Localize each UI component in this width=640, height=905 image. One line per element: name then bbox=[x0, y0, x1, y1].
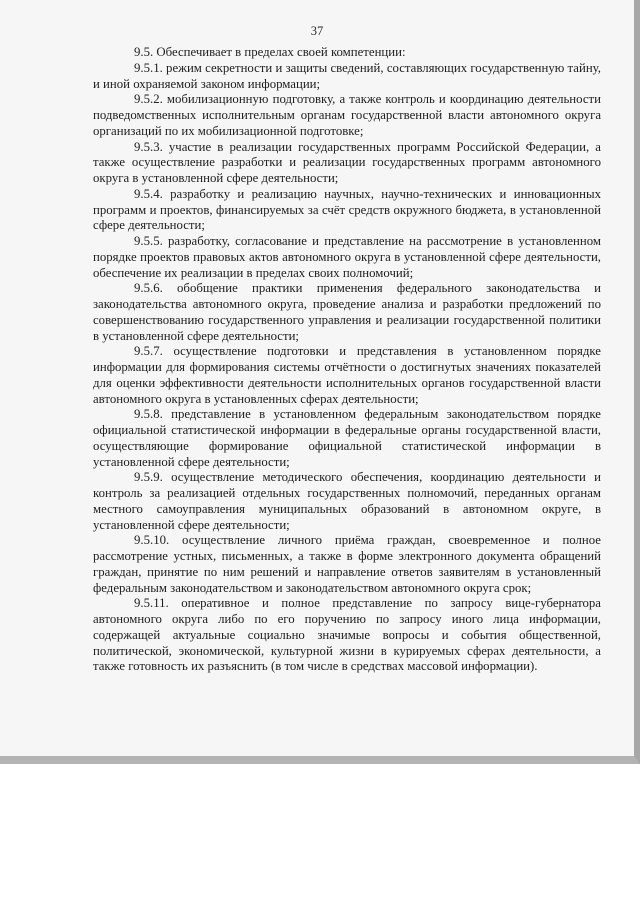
clause-9-5-9: 9.5.9. осуществление методического обеспечения, координацию деятельности и контроль за реализацией отдельных государственных полномочий, переданных органам местного самоуправления муниципальных образований в автономном округе, в установленной сфере деятельности; bbox=[93, 470, 601, 532]
clause-9-5-3: 9.5.3. участие в реализации государственных программ Российской Федерации, а также осуществление разработки и реализации государственных программ автономного округа в установленной сфере деятельности; bbox=[93, 139, 601, 185]
clause-9-5-1: 9.5.1. режим секретности и защиты сведений, составляющих государственную тайну, и иной охраняемой законом информации; bbox=[93, 60, 601, 91]
clause-9-5-heading: 9.5. Обеспечивает в пределах своей компетенции: bbox=[134, 45, 406, 59]
document-body bbox=[93, 45, 601, 675]
clause-9-5-4: 9.5.4. разработку и реализацию научных, научно-технических и инновационных программ и проектов, финансируемых за счёт средств окружного бюджета, в установленной сфере деятельности; bbox=[93, 186, 601, 233]
clause-9-5-7: 9.5.7. осуществление подготовки и представления в установленном порядке информации для формирования системы отчётности о достигнутых значениях показателей для оценки эффективности деятельности исполнительных органов государственной власти автономного округа в установленных сферах деятельности; bbox=[93, 344, 601, 406]
page-number: 37 bbox=[310, 24, 324, 38]
clause-9-5-10: 9.5.10. осуществление личного приёма граждан, своевременное и полное рассмотрение устных, письменных, а также в форме электронного документа обращений граждан, принятие по ним решений и направление ответов заявителям в установленный федеральным законодательством и законодательством автономного округа срок; bbox=[93, 533, 601, 595]
clause-9-5-6: 9.5.6. обобщение практики применения федерального законодательства и законодательства автономного округа, проведение анализа и разработки предложений по совершенствованию государственного управления и реализации государственной политики в установленной сфере деятельности; bbox=[93, 281, 601, 343]
clause-9-5-8: 9.5.8. представление в установленном федеральным законодательством порядке официальной статистической информации в федеральные органы государственной власти, осуществляющие формирование официальной статистической информации в установленной сфере деятельности; bbox=[93, 407, 601, 469]
clause-9-5-5: 9.5.5. разработку, согласование и представление на рассмотрение в установленном порядке проектов правовых актов автономного округа в установленной сфере деятельности, обеспечение их реализации в пределах своих полномочий; bbox=[93, 234, 601, 280]
clause-9-5-2: 9.5.2. мобилизационную подготовку, а также контроль и координацию деятельности подведомственных исполнительным органам государственной власти автономного округа организаций по их мобилизационной подготовке; bbox=[93, 92, 601, 138]
clause-9-5-11: 9.5.11. оперативное и полное представление по запросу вице-губернатора автономного округа либо по его поручению по запросу иного лица информации, содержащей актуальные социально значимые вопросы и события общественной, политической, экономической, культурной жизни в курируемых сферах деятельности, а также готовность их разъяснить (в том числе в средствах массовой информации). bbox=[93, 596, 601, 674]
